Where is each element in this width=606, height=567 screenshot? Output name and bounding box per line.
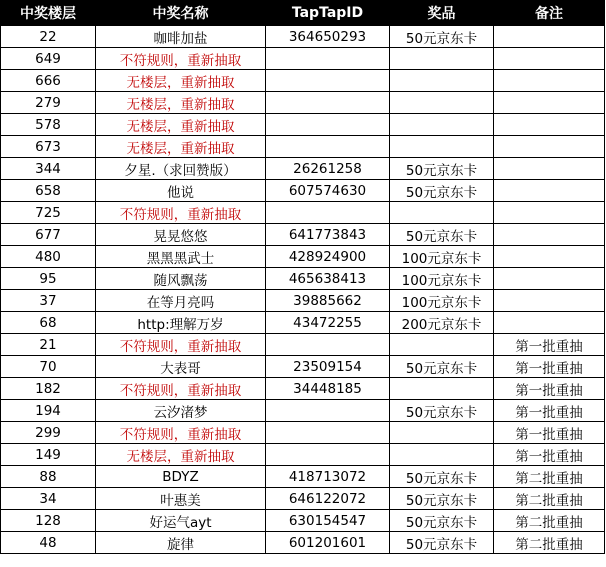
floor-cell: 34 <box>1 488 96 510</box>
name-cell: 不符规则，重新抽取 <box>96 334 266 356</box>
taptap-id-cell: 418713072 <box>266 466 390 488</box>
note-cell: 第二批重抽 <box>494 466 605 488</box>
header-name: 中奖名称 <box>96 1 266 26</box>
floor-cell: 182 <box>1 378 96 400</box>
floor-cell: 37 <box>1 290 96 312</box>
floor-cell: 48 <box>1 532 96 554</box>
name-cell: 晃晃悠悠 <box>96 224 266 246</box>
note-cell <box>494 114 605 136</box>
table-row <box>1 224 605 246</box>
prize-cell: 50元京东卡 <box>390 356 494 378</box>
prize-cell: 50元京东卡 <box>390 180 494 202</box>
prize-cell: 50元京东卡 <box>390 158 494 180</box>
floor-cell: 649 <box>1 48 96 70</box>
name-cell: 随风飘荡 <box>96 268 266 290</box>
table-row <box>1 180 605 202</box>
floor-cell: 666 <box>1 70 96 92</box>
table-row <box>1 334 605 356</box>
prize-cell <box>390 48 494 70</box>
note-cell <box>494 268 605 290</box>
note-cell <box>494 48 605 70</box>
name-cell: 无楼层，重新抽取 <box>96 70 266 92</box>
table-row <box>1 488 605 510</box>
prize-cell: 50元京东卡 <box>390 488 494 510</box>
floor-cell: 128 <box>1 510 96 532</box>
table-row <box>1 356 605 378</box>
taptap-id-cell: 364650293 <box>266 26 390 48</box>
taptap-id-cell: 34448185 <box>266 378 390 400</box>
prize-cell: 50元京东卡 <box>390 224 494 246</box>
name-cell: 无楼层，重新抽取 <box>96 136 266 158</box>
prize-cell <box>390 114 494 136</box>
taptap-id-cell: 630154547 <box>266 510 390 532</box>
table-body <box>1 26 605 554</box>
name-cell: BDYZ <box>96 466 266 488</box>
taptap-id-cell <box>266 202 390 224</box>
header-floor: 中奖楼层 <box>1 1 96 26</box>
note-cell: 第二批重抽 <box>494 510 605 532</box>
taptap-id-cell: 607574630 <box>266 180 390 202</box>
header-taptap-id: TapTapID <box>266 1 390 26</box>
prize-cell: 200元京东卡 <box>390 312 494 334</box>
note-cell: 第一批重抽 <box>494 356 605 378</box>
table-row <box>1 26 605 48</box>
taptap-id-cell <box>266 92 390 114</box>
name-cell: 云汐渚梦 <box>96 400 266 422</box>
floor-cell: 70 <box>1 356 96 378</box>
table-row <box>1 378 605 400</box>
taptap-id-cell: 39885662 <box>266 290 390 312</box>
floor-cell: 299 <box>1 422 96 444</box>
prize-cell: 50元京东卡 <box>390 510 494 532</box>
table-row <box>1 532 605 554</box>
table-row <box>1 290 605 312</box>
header-note: 备注 <box>494 1 605 26</box>
floor-cell: 578 <box>1 114 96 136</box>
taptap-id-cell <box>266 334 390 356</box>
floor-cell: 658 <box>1 180 96 202</box>
note-cell: 第一批重抽 <box>494 334 605 356</box>
name-cell: 无楼层，重新抽取 <box>96 114 266 136</box>
prize-cell: 100元京东卡 <box>390 290 494 312</box>
table-row <box>1 48 605 70</box>
taptap-id-cell: 641773843 <box>266 224 390 246</box>
note-cell <box>494 158 605 180</box>
table-row <box>1 136 605 158</box>
floor-cell: 88 <box>1 466 96 488</box>
name-cell: 不符规则，重新抽取 <box>96 48 266 70</box>
name-cell: 不符规则，重新抽取 <box>96 378 266 400</box>
floor-cell: 95 <box>1 268 96 290</box>
taptap-id-cell: 23509154 <box>266 356 390 378</box>
table-row <box>1 202 605 224</box>
floor-cell: 149 <box>1 444 96 466</box>
table-row <box>1 70 605 92</box>
note-cell <box>494 312 605 334</box>
table-row <box>1 466 605 488</box>
taptap-id-cell: 26261258 <box>266 158 390 180</box>
floor-cell: 725 <box>1 202 96 224</box>
name-cell: http:理解万岁 <box>96 312 266 334</box>
name-cell: 无楼层，重新抽取 <box>96 444 266 466</box>
note-cell <box>494 246 605 268</box>
taptap-id-cell <box>266 422 390 444</box>
taptap-id-cell <box>266 400 390 422</box>
floor-cell: 480 <box>1 246 96 268</box>
note-cell: 第一批重抽 <box>494 400 605 422</box>
header-prize: 奖品 <box>390 1 494 26</box>
taptap-id-cell <box>266 136 390 158</box>
taptap-id-cell <box>266 48 390 70</box>
name-cell: 黑黑黑武士 <box>96 246 266 268</box>
floor-cell: 22 <box>1 26 96 48</box>
note-cell: 第一批重抽 <box>494 444 605 466</box>
prize-cell: 50元京东卡 <box>390 466 494 488</box>
floor-cell: 673 <box>1 136 96 158</box>
prize-cell: 50元京东卡 <box>390 532 494 554</box>
note-cell <box>494 92 605 114</box>
taptap-id-cell: 465638413 <box>266 268 390 290</box>
name-cell: 咖啡加盐 <box>96 26 266 48</box>
table-row <box>1 268 605 290</box>
prize-cell <box>390 92 494 114</box>
note-cell <box>494 290 605 312</box>
table-row <box>1 312 605 334</box>
name-cell: 好运气ayt <box>96 510 266 532</box>
floor-cell: 21 <box>1 334 96 356</box>
prize-cell <box>390 334 494 356</box>
table-row <box>1 400 605 422</box>
note-cell <box>494 180 605 202</box>
floor-cell: 279 <box>1 92 96 114</box>
note-cell <box>494 136 605 158</box>
name-cell: 大表哥 <box>96 356 266 378</box>
floor-cell: 677 <box>1 224 96 246</box>
note-cell <box>494 202 605 224</box>
prize-cell <box>390 444 494 466</box>
note-cell: 第一批重抽 <box>494 422 605 444</box>
floor-cell: 344 <box>1 158 96 180</box>
name-cell: 无楼层，重新抽取 <box>96 92 266 114</box>
table-row <box>1 444 605 466</box>
name-cell: 叶惠美 <box>96 488 266 510</box>
name-cell: 不符规则，重新抽取 <box>96 422 266 444</box>
prize-cell: 50元京东卡 <box>390 26 494 48</box>
table-row <box>1 158 605 180</box>
note-cell <box>494 224 605 246</box>
prize-cell: 100元京东卡 <box>390 246 494 268</box>
taptap-id-cell <box>266 114 390 136</box>
taptap-id-cell <box>266 70 390 92</box>
table-row <box>1 422 605 444</box>
prize-cell <box>390 136 494 158</box>
taptap-id-cell: 43472255 <box>266 312 390 334</box>
note-cell: 第二批重抽 <box>494 532 605 554</box>
prize-cell <box>390 202 494 224</box>
header-row <box>1 1 605 26</box>
taptap-id-cell: 646122072 <box>266 488 390 510</box>
note-cell <box>494 26 605 48</box>
name-cell: 夕星.（求回赞版） <box>96 158 266 180</box>
prize-cell <box>390 70 494 92</box>
note-cell: 第一批重抽 <box>494 378 605 400</box>
prize-cell: 50元京东卡 <box>390 400 494 422</box>
taptap-id-cell: 601201601 <box>266 532 390 554</box>
taptap-id-cell: 428924900 <box>266 246 390 268</box>
taptap-id-cell <box>266 444 390 466</box>
prize-cell: 100元京东卡 <box>390 268 494 290</box>
name-cell: 不符规则，重新抽取 <box>96 202 266 224</box>
table-row <box>1 114 605 136</box>
prize-cell <box>390 378 494 400</box>
name-cell: 旋律 <box>96 532 266 554</box>
table-row <box>1 510 605 532</box>
table-row <box>1 246 605 268</box>
floor-cell: 194 <box>1 400 96 422</box>
name-cell: 他说 <box>96 180 266 202</box>
floor-cell: 68 <box>1 312 96 334</box>
note-cell: 第二批重抽 <box>494 488 605 510</box>
table-row <box>1 92 605 114</box>
note-cell <box>494 70 605 92</box>
name-cell: 在等月亮吗 <box>96 290 266 312</box>
prize-cell <box>390 422 494 444</box>
